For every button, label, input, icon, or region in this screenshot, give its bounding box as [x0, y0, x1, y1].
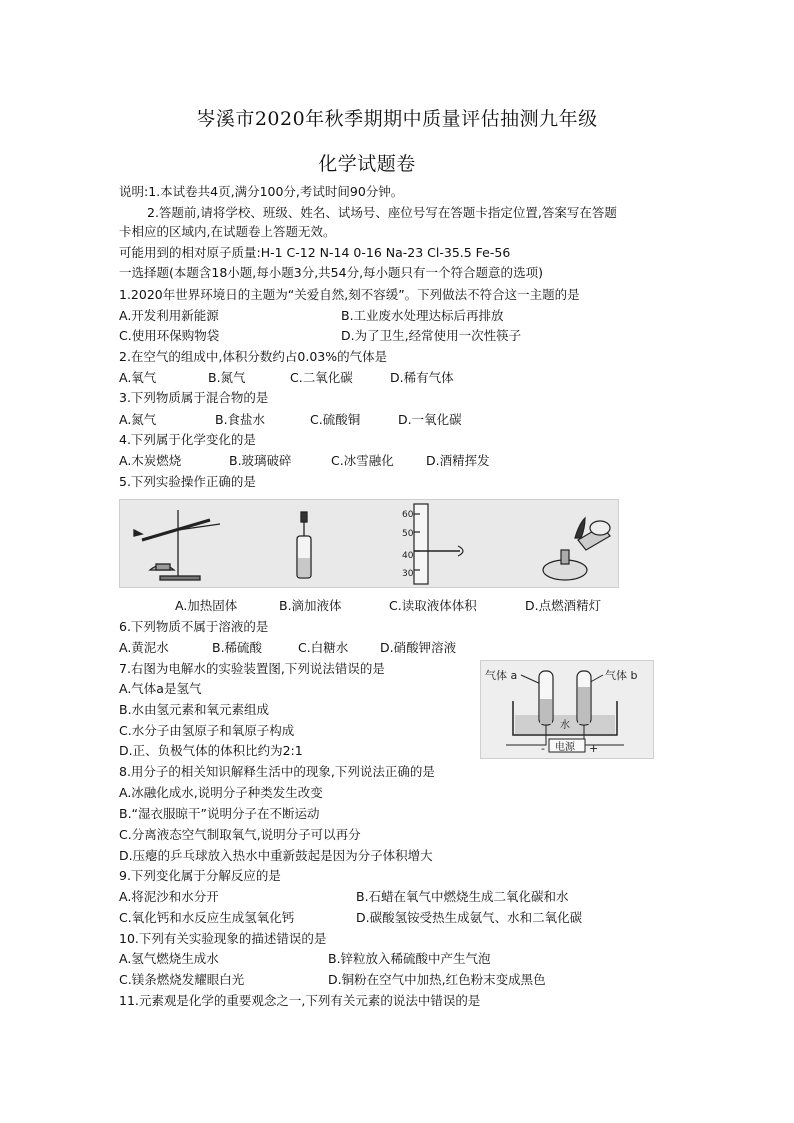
water-label: 水	[560, 720, 570, 731]
question-8-option-c: C.分离液态空气制取氧气,说明分子可以再分	[119, 827, 361, 842]
question-2-option-d: D.稀有气体	[390, 370, 454, 385]
question-4-option-a: A.木炭燃烧	[119, 453, 182, 468]
question-8-option-a: A.冰融化成水,说明分子种类发生改变	[119, 785, 323, 800]
question-1-option-b: B.工业废水处理达标后再排放	[341, 308, 504, 323]
question-2-option-b: B.氮气	[208, 370, 246, 385]
question-1-stem: 1.2020年世界环境日的主题为“关爱自然,刻不容缓”。下列做法不符合这一主题的是	[119, 287, 580, 302]
question-6-stem: 6.下列物质不属于溶液的是	[119, 619, 269, 634]
question-7-stem: 7.右图为电解水的实验装置图,下列说法错误的是	[119, 661, 385, 676]
instruction-1: 说明:1.本试卷共4页,满分100分,考试时间90分钟。	[119, 184, 404, 199]
instruction-3: 卡相应的区域内,在试题卷上答题无效。	[119, 224, 336, 239]
question-8-stem: 8.用分子的相关知识解释生活中的现象,下列说法正确的是	[119, 764, 435, 779]
question-2-option-a: A.氧气	[119, 370, 157, 385]
alcohol-lamp-illustration	[543, 518, 610, 580]
positive-terminal: +	[589, 742, 599, 755]
question-9-option-a: A.将泥沙和水分开	[119, 889, 219, 904]
dropper-illustration	[297, 512, 311, 578]
question-7-option-d: D.正、负极气体的体积比约为2:1	[119, 743, 303, 758]
scale-label-40: 40	[402, 551, 414, 561]
power-label: 电源	[555, 742, 575, 753]
question-6-option-a: A.黄泥水	[119, 640, 169, 655]
question-1-option-c: C.使用环保购物袋	[119, 328, 220, 343]
question-10-option-b: B.锌粒放入稀硫酸中产生气泡	[328, 951, 491, 966]
heating-solid-illustration	[134, 510, 220, 580]
gas-a-label: 气体 a	[485, 669, 518, 682]
negative-terminal: -	[541, 742, 545, 755]
question-9-option-d: D.碳酸氢铵受热生成氨气、水和二氧化碳	[356, 910, 583, 925]
question-4-option-c: C.冰雪融化	[331, 453, 394, 468]
question-1-option-d: D.为了卫生,经常使用一次性筷子	[341, 328, 522, 343]
question-9-option-b: B.石蜡在氧气中燃烧生成二氧化碳和水	[356, 889, 569, 904]
question-6-option-b: B.稀硫酸	[212, 640, 263, 655]
question-3-option-c: C.硫酸铜	[310, 412, 361, 427]
question-9-option-c: C.氧化钙和水反应生成氢氧化钙	[119, 910, 295, 925]
question-4-option-d: D.酒精挥发	[426, 453, 490, 468]
question-8-option-d: D.压瘪的乒乓球放入热水中重新鼓起是因为分子体积增大	[119, 848, 433, 863]
question-11-stem: 11.元素观是化学的重要观念之一,下列有关元素的说法中错误的是	[119, 993, 481, 1008]
question-7-option-a: A.气体a是氢气	[119, 681, 202, 696]
exam-title: 岑溪市2020年秋季期期中质量评估抽测九年级	[196, 108, 598, 130]
instruction-2: 2.答题前,请将学校、班级、姓名、试场号、座位号写在答题卡指定位置,答案写在答题	[147, 205, 617, 220]
question-5-option-d: D.点燃酒精灯	[525, 598, 602, 613]
exam-subtitle: 化学试题卷	[318, 153, 416, 175]
question-10-stem: 10.下列有关实验现象的描述错误的是	[119, 931, 327, 946]
question-9-stem: 9.下列变化属于分解反应的是	[119, 868, 281, 883]
question-3-option-b: B.食盐水	[215, 412, 266, 427]
question-4-stem: 4.下列属于化学变化的是	[119, 432, 256, 447]
question-5-stem: 5.下列实验操作正确的是	[119, 474, 256, 489]
question-5-option-c: C.读取液体体积	[389, 598, 477, 613]
section-heading: 一选择题(本题含18小题,每小题3分,共54分,每小题只有一个符合题意的选项)	[119, 265, 543, 280]
question-8-option-b: B.“湿衣服晾干”说明分子在不断运动	[119, 806, 320, 821]
question-7-option-c: C.水分子由氢原子和氧原子构成	[119, 723, 295, 738]
question-5-option-b: B.滴加液体	[279, 598, 342, 613]
graduated-cylinder-illustration	[402, 504, 463, 584]
question-10-option-a: A.氢气燃烧生成水	[119, 951, 219, 966]
scale-label-50: 50	[402, 529, 414, 539]
question-10-option-d: D.铜粉在空气中加热,红色粉末变成黑色	[328, 972, 546, 987]
question-4-option-b: B.玻璃破碎	[229, 453, 292, 468]
question-2-stem: 2.在空气的组成中,体积分数约占0.03%的气体是	[119, 349, 388, 364]
gas-b-label: 气体 b	[605, 669, 638, 682]
question-6-option-c: C.白糖水	[298, 640, 349, 655]
scale-label-60: 60	[402, 510, 414, 520]
question-5-option-a: A.加热固体	[175, 598, 238, 613]
question-7-option-b: B.水由氢元素和氧元素组成	[119, 702, 270, 717]
lab-operations-figure	[119, 499, 619, 588]
electrolysis-figure	[480, 660, 654, 759]
question-3-option-a: A.氮气	[119, 412, 157, 427]
scale-label-30: 30	[402, 569, 414, 579]
question-6-option-d: D.硝酸钾溶液	[380, 640, 457, 655]
question-10-option-c: C.镁条燃烧发耀眼白光	[119, 972, 245, 987]
question-3-option-d: D.一氧化碳	[398, 412, 462, 427]
question-2-option-c: C.二氧化碳	[290, 370, 353, 385]
atomic-mass-line: 可能用到的相对原子质量:H-1 C-12 N-14 0-16 Na-23 Cl-35.5 Fe-56	[119, 245, 511, 260]
question-3-stem: 3.下列物质属于混合物的是	[119, 390, 269, 405]
question-1-option-a: A.开发利用新能源	[119, 308, 219, 323]
